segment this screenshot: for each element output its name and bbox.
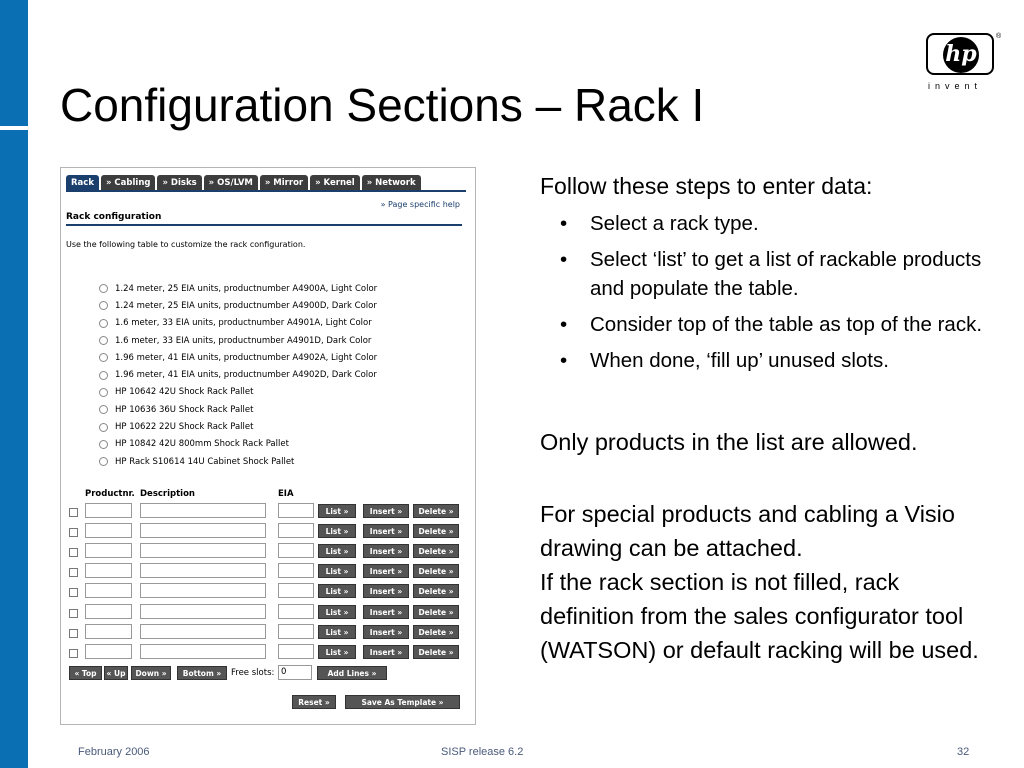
delete-button[interactable]: Delete » — [413, 625, 459, 639]
row-checkbox[interactable] — [69, 508, 78, 517]
free-slots-label: Free slots: — [231, 668, 275, 678]
description-input[interactable] — [140, 543, 266, 558]
rack-option[interactable] — [99, 315, 377, 332]
tab-mirror[interactable]: » Mirror — [260, 175, 308, 191]
column-eia: EIA — [278, 489, 294, 499]
rack-option[interactable] — [99, 453, 377, 470]
productnr-input[interactable] — [85, 604, 132, 619]
free-slots-input[interactable]: 0 — [278, 665, 312, 680]
tab-cabling[interactable]: » Cabling — [101, 175, 155, 191]
insert-button[interactable]: Insert » — [363, 645, 409, 659]
productnr-input[interactable] — [85, 583, 132, 598]
rack-option[interactable] — [99, 436, 377, 453]
reset-button[interactable]: Reset » — [292, 695, 336, 709]
description-input[interactable] — [140, 503, 266, 518]
eia-input[interactable] — [278, 563, 314, 578]
list-button[interactable]: List » — [318, 625, 356, 639]
productnr-input[interactable] — [85, 563, 132, 578]
productnr-input[interactable] — [85, 523, 132, 538]
hp-logo-mark: hp — [943, 37, 979, 73]
delete-button[interactable]: Delete » — [413, 645, 459, 659]
page-help-link[interactable]: » Page specific help — [380, 200, 460, 209]
section-intro: Use the following table to customize the rack configuration. — [66, 240, 306, 249]
radio-button[interactable] — [99, 405, 108, 414]
description-input[interactable] — [140, 644, 266, 659]
rack-option-label: HP 10642 42U Shock Rack Pallet — [115, 387, 254, 398]
tab-disks[interactable]: » Disks — [157, 175, 201, 191]
logo-tagline: invent — [928, 81, 983, 91]
rack-option-label: HP 10622 22U Shock Rack Pallet — [115, 422, 254, 433]
rack-option-label: 1.6 meter, 33 EIA units, productnumber A4901A, Light Color — [115, 318, 372, 329]
radio-button[interactable] — [99, 336, 108, 345]
side-bar-top — [0, 0, 28, 126]
hp-logo — [926, 33, 1002, 93]
rack-config-screenshot — [60, 167, 476, 725]
rack-option-label: HP 10842 42U 800mm Shock Rack Pallet — [115, 439, 289, 450]
delete-button[interactable]: Delete » — [413, 564, 459, 578]
footer-release: SISP release 6.2 — [441, 746, 524, 758]
list-button[interactable]: List » — [318, 645, 356, 659]
insert-button[interactable]: Insert » — [363, 564, 409, 578]
radio-button[interactable] — [99, 423, 108, 432]
list-button[interactable]: List » — [318, 524, 356, 538]
rack-option-label: 1.96 meter, 41 EIA units, productnumber A4902A, Light Color — [115, 352, 378, 363]
note-visio-drawing: For special products and cabling a Visio drawing can be attached. — [540, 501, 955, 561]
tab-underline — [66, 190, 466, 192]
rack-option-label: 1.96 meter, 41 EIA units, productnumber A4902D, Dark Color — [115, 370, 377, 381]
up-button[interactable]: « Up — [104, 666, 128, 680]
row-checkbox[interactable] — [69, 528, 78, 537]
tab-kernel[interactable]: » Kernel — [310, 175, 360, 191]
radio-button[interactable] — [99, 371, 108, 380]
hp-logo-frame — [926, 33, 994, 75]
section-divider — [66, 224, 462, 226]
list-button[interactable]: List » — [318, 544, 356, 558]
list-button[interactable]: List » — [318, 605, 356, 619]
down-button[interactable]: Down » — [131, 666, 171, 680]
row-checkbox[interactable] — [69, 629, 78, 638]
list-button[interactable]: List » — [318, 564, 356, 578]
radio-button[interactable] — [99, 440, 108, 449]
slide-title: Configuration Sections – Rack I — [60, 79, 705, 131]
step-item: • Consider top of the table as top of the rack. — [560, 310, 990, 339]
rack-option-label: 1.6 meter, 33 EIA units, productnumber A4901D, Dark Color — [115, 335, 372, 346]
step-item: • Select a rack type. — [560, 209, 990, 238]
delete-button[interactable]: Delete » — [413, 504, 459, 518]
list-button[interactable]: List » — [318, 504, 356, 518]
rack-option-label: HP 10636 36U Shock Rack Pallet — [115, 404, 254, 415]
row-checkbox[interactable] — [69, 548, 78, 557]
eia-input[interactable] — [278, 583, 314, 598]
column-description: Description — [140, 489, 195, 499]
eia-input[interactable] — [278, 604, 314, 619]
registered-mark: ® — [996, 33, 1002, 40]
step-item: • When done, ‘fill up’ unused slots. — [560, 346, 990, 375]
insert-button[interactable]: Insert » — [363, 524, 409, 538]
rack-option[interactable] — [99, 418, 377, 435]
rack-option[interactable] — [99, 332, 377, 349]
description-input[interactable] — [140, 604, 266, 619]
tab-rack[interactable]: Rack — [66, 175, 99, 191]
top-button[interactable]: « Top — [69, 666, 102, 680]
eia-input[interactable] — [278, 543, 314, 558]
row-checkbox[interactable] — [69, 588, 78, 597]
column-productnr: Productnr. — [85, 489, 135, 499]
insert-button[interactable]: Insert » — [363, 504, 409, 518]
rack-option-label: HP Rack S10614 14U Cabinet Shock Pallet — [115, 456, 295, 467]
rack-option[interactable] — [99, 401, 377, 418]
insert-button[interactable]: Insert » — [363, 605, 409, 619]
description-input[interactable] — [140, 624, 266, 639]
bottom-button[interactable]: Bottom » — [177, 666, 227, 680]
rack-option[interactable] — [99, 366, 377, 383]
tab-bar — [66, 175, 423, 191]
tab-network[interactable]: » Network — [362, 175, 421, 191]
eia-input[interactable] — [278, 644, 314, 659]
steps-heading: Follow these steps to enter data: — [540, 173, 873, 199]
save-as-template-button[interactable]: Save As Template » — [345, 695, 460, 709]
insert-button[interactable]: Insert » — [363, 584, 409, 598]
footer-date: February 2006 — [78, 746, 150, 758]
rack-option[interactable] — [99, 349, 377, 366]
rack-option[interactable] — [99, 297, 377, 314]
description-input[interactable] — [140, 563, 266, 578]
insert-button[interactable]: Insert » — [363, 544, 409, 558]
eia-input[interactable] — [278, 503, 314, 518]
delete-button[interactable]: Delete » — [413, 524, 459, 538]
row-checkbox[interactable] — [69, 609, 78, 618]
radio-button[interactable] — [99, 353, 108, 362]
delete-button[interactable]: Delete » — [413, 605, 459, 619]
description-input[interactable] — [140, 583, 266, 598]
radio-button[interactable] — [99, 284, 108, 293]
rack-option[interactable] — [99, 280, 377, 297]
radio-button[interactable] — [99, 457, 108, 466]
rack-option[interactable] — [99, 384, 377, 401]
rack-option-label: 1.24 meter, 25 EIA units, productnumber A4900D, Dark Color — [115, 300, 377, 311]
section-title: Rack configuration — [66, 212, 162, 222]
step-item: • Select ‘list’ to get a list of rackable products and populate the table. — [560, 245, 990, 303]
row-checkbox[interactable] — [69, 649, 78, 658]
insert-button[interactable]: Insert » — [363, 625, 409, 639]
footer-page-number: 32 — [957, 746, 970, 758]
rack-option-label: 1.24 meter, 25 EIA units, productnumber A4900A, Light Color — [115, 283, 378, 294]
note-allowed-products: Only products in the list are allowed. — [540, 429, 918, 455]
row-checkbox[interactable] — [69, 568, 78, 577]
productnr-input[interactable] — [85, 503, 132, 518]
productnr-input[interactable] — [85, 624, 132, 639]
list-button[interactable]: List » — [318, 584, 356, 598]
radio-button[interactable] — [99, 388, 108, 397]
add-lines-button[interactable]: Add Lines » — [317, 666, 387, 680]
delete-button[interactable]: Delete » — [413, 584, 459, 598]
tab-os-lvm[interactable]: » OS/LVM — [204, 175, 258, 191]
side-bar-bottom — [0, 130, 28, 768]
description-input[interactable] — [140, 523, 266, 538]
eia-input[interactable] — [278, 624, 314, 639]
steps-list — [560, 209, 990, 382]
note-default-racking: If the rack section is not filled, rack definition from the sales configurator tool (WATSON) or default racking will be used. — [540, 569, 979, 663]
radio-button[interactable] — [99, 319, 108, 328]
radio-button[interactable] — [99, 301, 108, 310]
rack-type-options — [99, 280, 377, 470]
productnr-input[interactable] — [85, 543, 132, 558]
productnr-input[interactable] — [85, 644, 132, 659]
delete-button[interactable]: Delete » — [413, 544, 459, 558]
eia-input[interactable] — [278, 523, 314, 538]
